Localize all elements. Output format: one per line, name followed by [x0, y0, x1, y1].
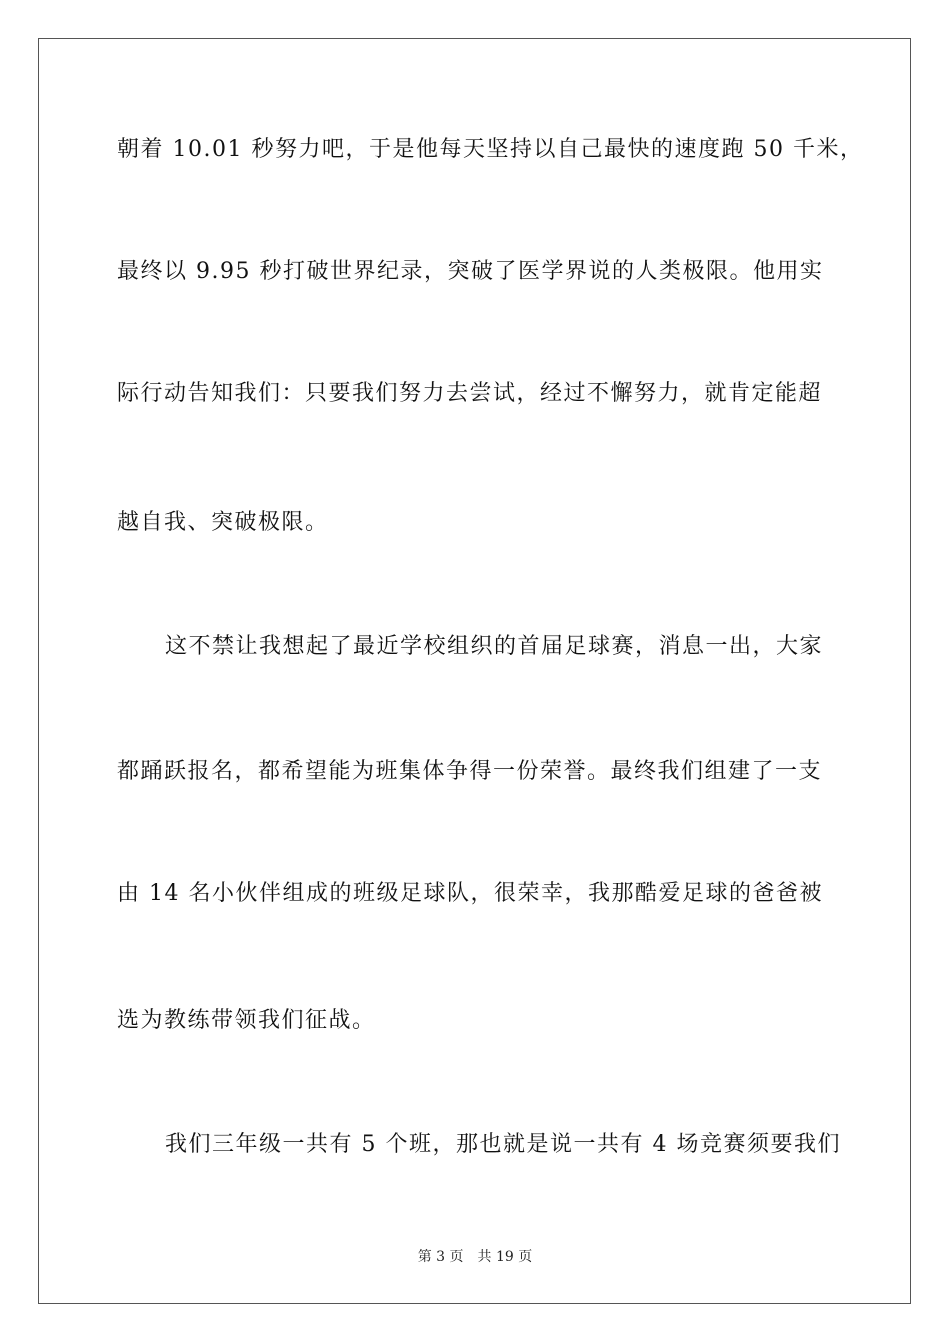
paragraph-first-line: 我们三年级一共有 5 个班，那也就是说一共有 4 场竞赛须要我们 — [165, 1132, 841, 1157]
text-line: 最终以 9.95 秒打破世界纪录，突破了医学界说的人类极限。他用实 — [117, 259, 824, 284]
text-line: 都踊跃报名，都希望能为班集体争得一份荣誉。最终我们组建了一支 — [117, 759, 823, 784]
page-border — [38, 38, 911, 1304]
paragraph-first-line: 这不禁让我想起了最近学校组织的首届足球赛，消息一出，大家 — [165, 634, 824, 659]
text-line: 越自我、突破极限。 — [117, 510, 329, 535]
page-footer — [0, 1248, 950, 1266]
text-line: 际行动告知我们：只要我们努力去尝试，经过不懈努力，就肯定能超 — [117, 381, 823, 406]
page-total: 共 19 页 — [477, 1249, 533, 1265]
text-line: 选为教练带领我们征战。 — [117, 1008, 376, 1033]
page-number: 第 3 页 — [417, 1249, 464, 1265]
text-line: 朝着 10.01 秒努力吧，于是他每天坚持以自己最快的速度跑 50 千米， — [117, 137, 864, 162]
text-line: 由 14 名小伙伴组成的班级足球队，很荣幸，我那酷爱足球的爸爸被 — [117, 881, 823, 906]
